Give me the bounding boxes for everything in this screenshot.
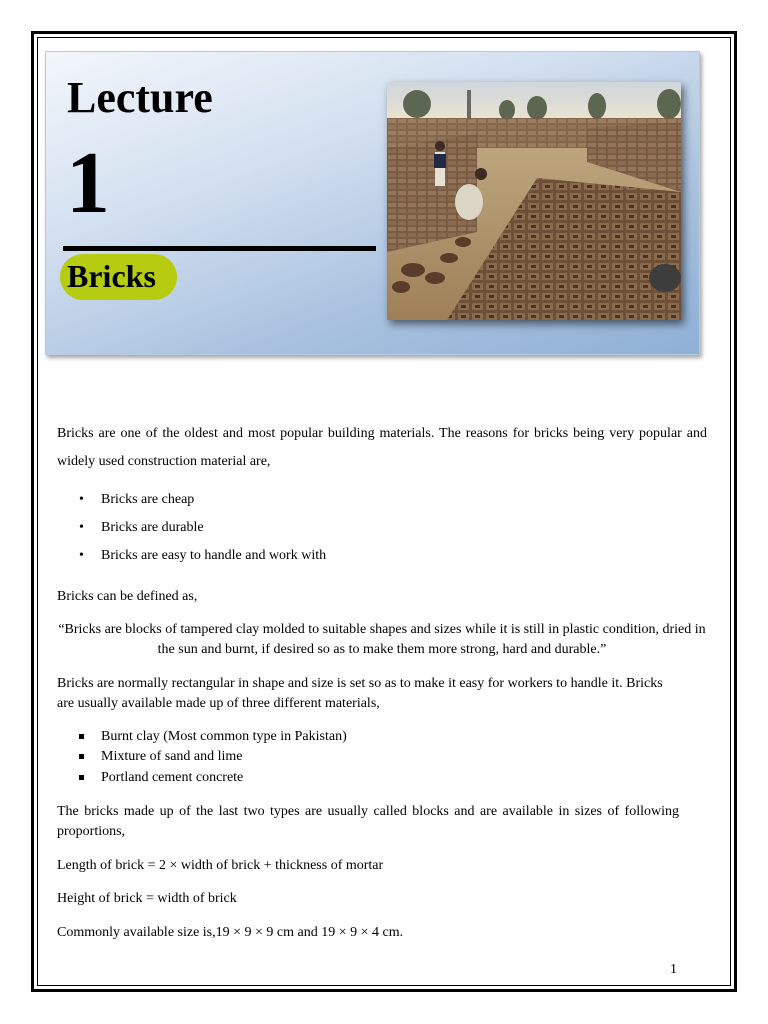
list-item-text: Bricks are cheap (101, 492, 195, 507)
topic-title: Bricks (67, 258, 156, 294)
blocks-paragraph: The bricks made up of the last two types are usually called blocks and are available in sizes of following proportions, (57, 804, 679, 839)
list-item-text: Mixture of sand and lime (101, 749, 243, 764)
list-item-text: Bricks are easy to handle and work with (101, 548, 327, 563)
list-item-text: Portland cement concrete (101, 770, 244, 785)
square-bullet-icon (79, 754, 84, 759)
common-size: Commonly available size is,19 × 9 × 9 cm and 19 × 9 × 4 cm. (57, 925, 404, 940)
lecture-number: 1 (66, 135, 110, 232)
page-number: 1 (670, 962, 677, 977)
square-bullet-icon (79, 775, 84, 780)
definition-quote: “Bricks are blocks of tampered clay molded to suitable shapes and sizes while it is still in plastic condition, dried in the sun and burnt, if desired so as to make them more strong, hard and durable.” (58, 622, 706, 657)
intro-paragraph: Bricks are one of the oldest and most popular building materials. The reasons for bricks being very popular and widely used construction material are, (57, 426, 707, 469)
bullet-icon: • (79, 520, 84, 535)
bullet-icon: • (79, 492, 84, 507)
title-divider (63, 246, 376, 251)
list-item-text: Bricks are durable (101, 520, 204, 535)
shape-paragraph: Bricks are normally rectangular in shape and size is set so as to make it easy for workers to handle it. Bricks are usually available made up of three different materials, (57, 676, 663, 711)
formula-length: Length of brick = 2 × width of brick + thickness of mortar (57, 858, 384, 873)
brick-field-photo (387, 82, 681, 320)
definition-lead: Bricks can be defined as, (57, 589, 198, 604)
list-item-text: Burnt clay (Most common type in Pakistan) (101, 729, 347, 744)
bullet-icon: • (79, 548, 84, 563)
square-bullet-icon (79, 734, 84, 739)
formula-height: Height of brick = width of brick (57, 891, 237, 906)
lecture-label: Lecture (67, 73, 213, 122)
